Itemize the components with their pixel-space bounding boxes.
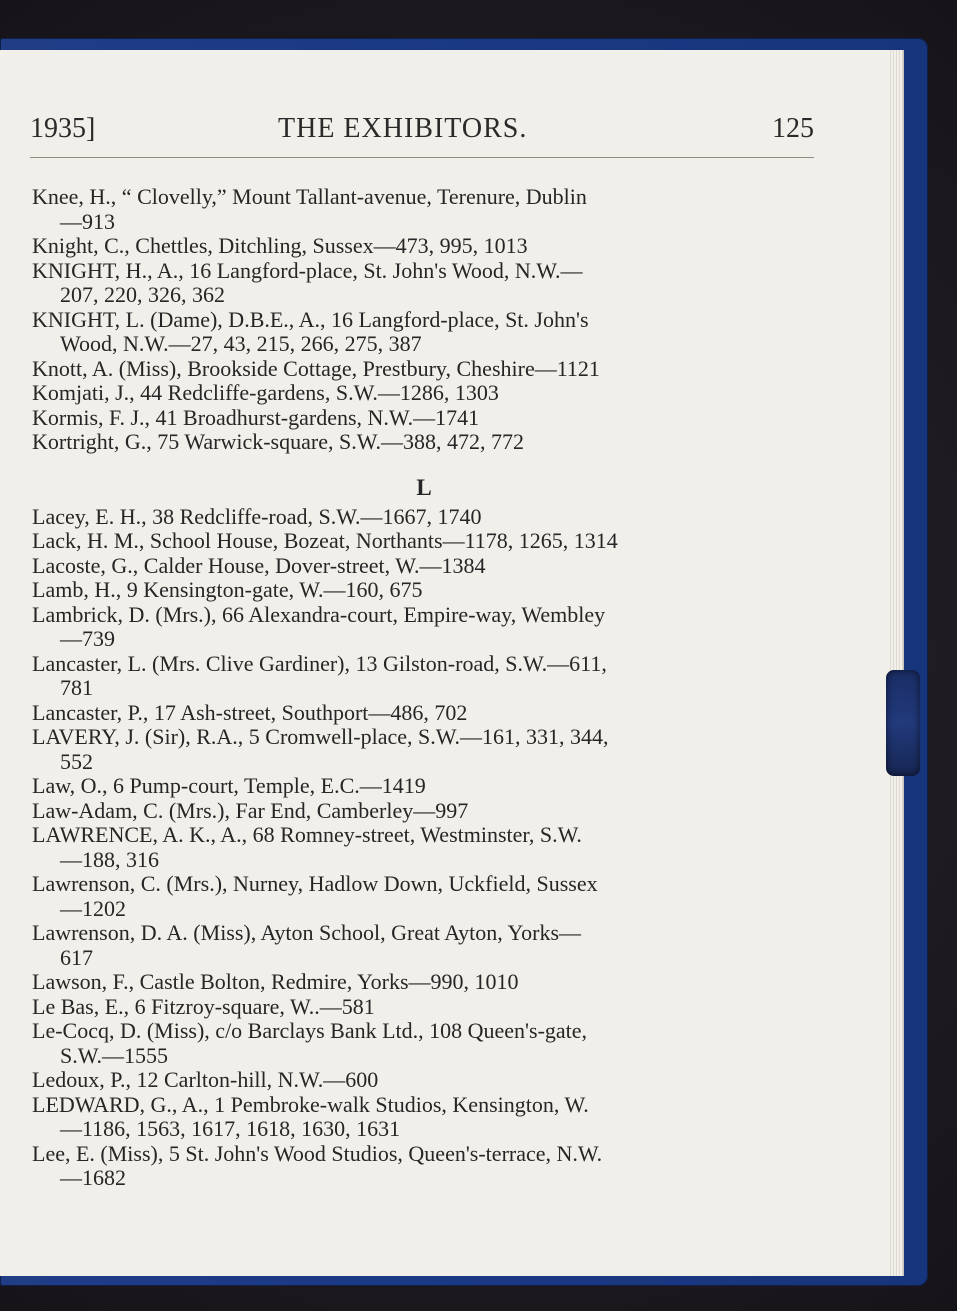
entry-continuation: 207, 220, 326, 362	[60, 282, 225, 307]
bookmark-ribbon	[886, 670, 920, 776]
entry-continuation: —739	[60, 626, 115, 651]
entry-continuation: —1202	[60, 895, 126, 921]
exhibitor-list	[32, 185, 816, 1191]
entry-line: Lawrenson, D. A. (Miss), Ayton School, Great Ayton, Yorks—	[32, 920, 582, 945]
entry-continuation: —1186, 1563, 1617, 1618, 1630, 1631	[60, 1116, 401, 1141]
section-heading-l: L	[416, 474, 432, 500]
page-edges	[888, 50, 902, 1276]
entry-continuation: Wood, N.W.—27, 43, 215, 266, 275, 387	[60, 331, 422, 356]
entry-line: Komjati, J., 44 Redcliffe-gardens, S.W.—1286, 1303	[32, 380, 499, 405]
entry-line: Kormis, F. J., 41 Broadhurst-gardens, N.W.—1741	[32, 404, 480, 430]
entry-line: Lee, E. (Miss), 5 St. John's Wood Studios, Queen's-terrace, N.W.	[32, 1140, 603, 1166]
running-title: THE EXHIBITORS.	[278, 113, 528, 144]
entry-line: Le-Cocq, D. (Miss), c/o Barclays Bank Ltd., 108 Queen's-gate,	[32, 1018, 588, 1043]
entry-continuation: —913	[60, 208, 115, 234]
entry-line: Ledoux, P., 12 Carlton-hill, N.W.—600	[32, 1067, 379, 1092]
entry-line: Lacoste, G., Calder House, Dover-street, W.—1384	[32, 552, 486, 578]
entry-line: Lambrick, D. (Mrs.), 66 Alexandra-court, Empire-way, Wembley	[32, 601, 606, 627]
entry-continuation: 781	[60, 675, 93, 700]
entry-line: Lancaster, L. (Mrs. Clive Gardiner), 13 Gilston-road, S.W.—611,	[32, 650, 607, 676]
entry-line: Lancaster, P., 17 Ash-street, Southport—486, 702	[32, 699, 468, 725]
header-rule	[30, 157, 814, 158]
entry-line: Lawson, F., Castle Bolton, Redmire, Yorks—990, 1010	[32, 969, 519, 994]
entry-line: Kortright, G., 75 Warwick-square, S.W.—388, 472, 772	[32, 429, 524, 454]
entry-line: KNIGHT, H., A., 16 Langford-place, St. John's Wood, N.W.—	[32, 257, 583, 283]
page-header	[30, 113, 814, 153]
entry-line: Lawrenson, C. (Mrs.), Nurney, Hadlow Down, Uckfield, Sussex	[32, 871, 598, 896]
entry-line: Lack, H. M., School House, Bozeat, Northants—1178, 1265, 1314	[32, 528, 618, 553]
entry-continuation: —188, 316	[60, 846, 159, 872]
entry-line: LEDWARD, G., A., 1 Pembroke-walk Studios, Kensington, W.	[32, 1091, 589, 1117]
entry-line: Law-Adam, C. (Mrs.), Far End, Camberley—997	[32, 797, 469, 823]
entry-line: Le Bas, E., 6 Fitzroy-square, W..—581	[32, 993, 375, 1019]
page-number: 125	[772, 113, 814, 144]
entry-line: LAVERY, J. (Sir), R.A., 5 Cromwell-place, S.W.—161, 331, 344,	[32, 724, 609, 749]
entry-line: Law, O., 6 Pump-court, Temple, E.C.—1419	[32, 773, 426, 798]
entry-line: Knight, C., Chettles, Ditchling, Sussex—473, 995, 1013	[32, 233, 528, 258]
entry-line: LAWRENCE, A. K., A., 68 Romney-street, Westminster, S.W.	[32, 822, 582, 847]
entry-line: KNIGHT, L. (Dame), D.B.E., A., 16 Langford-place, St. John's	[32, 306, 589, 332]
header-year: 1935]	[30, 113, 96, 144]
entry-line: Lamb, H., 9 Kensington-gate, W.—160, 675	[32, 577, 423, 602]
entry-continuation: 617	[60, 944, 93, 970]
entry-line: Knott, A. (Miss), Brookside Cottage, Prestbury, Cheshire—1121	[32, 355, 600, 381]
entry-continuation: S.W.—1555	[60, 1042, 168, 1068]
entry-continuation: 552	[60, 748, 93, 774]
entry-line: Lacey, E. H., 38 Redcliffe-road, S.W.—1667, 1740	[32, 503, 482, 529]
entry-line: Knee, H., “ Clovelly,” Mount Tallant-avenue, Terenure, Dublin	[32, 184, 587, 209]
entry-continuation: —1682	[60, 1165, 126, 1190]
